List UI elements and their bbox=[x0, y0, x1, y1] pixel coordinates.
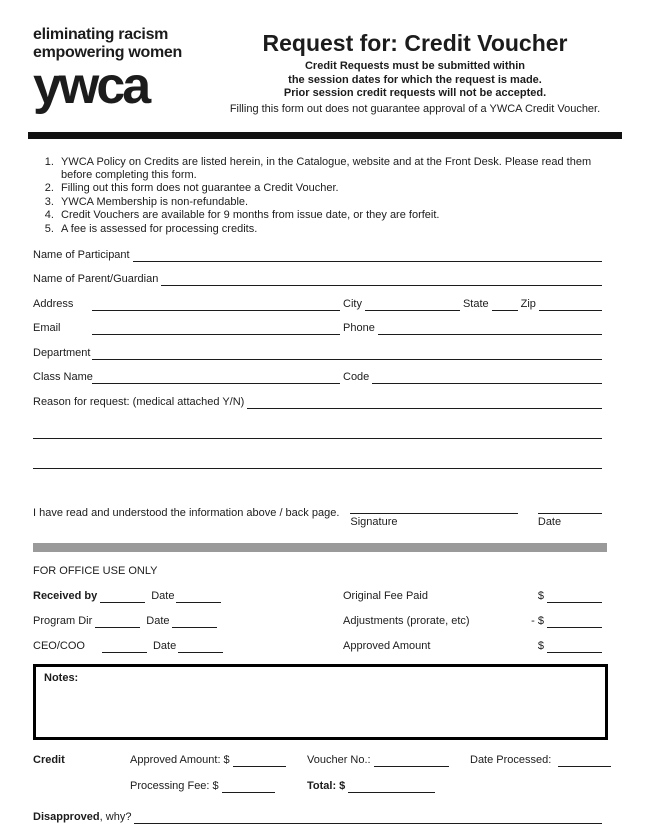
guardian-field-line[interactable] bbox=[161, 273, 602, 286]
notes-box[interactable] bbox=[33, 664, 608, 740]
office-section-divider-bar bbox=[33, 543, 607, 552]
original-fee-currency: $ bbox=[537, 589, 544, 602]
processing-fee-label: Processing Fee: $ bbox=[130, 779, 219, 792]
program-dir-field-line[interactable] bbox=[95, 615, 140, 628]
adjustments-label: Adjustments (prorate, etc) bbox=[343, 614, 470, 627]
adjustments-money-group bbox=[527, 615, 602, 628]
notice-line-1: Credit Requests must be submitted within bbox=[304, 60, 526, 72]
ceo-coo-label: CEO/COO bbox=[33, 639, 85, 652]
city-label: City bbox=[343, 297, 362, 310]
received-by-label: Received by bbox=[33, 589, 98, 602]
received-by-row bbox=[33, 588, 602, 603]
policy-item-1: 1. YWCA Policy on Credits are listed herein, in the Catalogue, website and at the Front Desk. Please read them before completing this form. bbox=[57, 156, 602, 183]
signature-date-label: Date bbox=[537, 515, 562, 528]
received-date-label: Date bbox=[151, 589, 175, 602]
acknowledgement-row bbox=[33, 499, 602, 529]
state-label: State bbox=[462, 297, 489, 310]
ceo-date-field-line[interactable] bbox=[178, 640, 223, 653]
policy-list bbox=[33, 156, 602, 236]
approved-amount-currency: $ bbox=[537, 639, 544, 652]
approved-amount-label: Approved Amount bbox=[343, 639, 431, 652]
acknowledgement-statement: I have read and understood the information above / back page. bbox=[33, 506, 340, 519]
credit-row-1 bbox=[33, 752, 602, 767]
disapproved-label: Disapproved bbox=[33, 810, 100, 823]
reason-extra-row-2 bbox=[33, 451, 602, 469]
participant-field-line[interactable] bbox=[133, 249, 602, 262]
disapproved-reason-field-line[interactable] bbox=[134, 811, 602, 824]
adjustments-field-line[interactable] bbox=[547, 615, 602, 628]
credit-approved-amount-group bbox=[130, 754, 307, 767]
reason-extra-line-1[interactable] bbox=[33, 426, 602, 439]
total-label: Total: $ bbox=[307, 779, 346, 792]
ceo-coo-row bbox=[33, 638, 602, 653]
notice-line-3: Prior session credit requests will not be accepted. bbox=[283, 87, 547, 99]
form-title: Request for: Credit Voucher bbox=[262, 30, 568, 56]
notice-line-2: the session dates for which the request is made. bbox=[288, 73, 542, 86]
ceo-coo-left-group bbox=[33, 640, 343, 653]
reason-row bbox=[33, 394, 602, 409]
original-fee-label: Original Fee Paid bbox=[343, 589, 428, 602]
credit-approved-amount-label: Approved Amount: $ bbox=[130, 753, 230, 766]
applicant-fields-section bbox=[33, 247, 602, 469]
address-field-line[interactable] bbox=[92, 298, 340, 311]
policy-item-5: 5. A fee is assessed for processing credits. bbox=[57, 223, 602, 236]
guardian-row bbox=[33, 271, 602, 286]
processing-fee-field-line[interactable] bbox=[222, 780, 275, 793]
header-text-block bbox=[228, 26, 602, 116]
approved-amount-field-line[interactable] bbox=[547, 640, 602, 653]
logo-wordmark: ywca bbox=[33, 57, 149, 115]
received-by-left-group bbox=[33, 590, 343, 603]
program-dir-row bbox=[33, 613, 602, 628]
signature-date-column bbox=[538, 499, 602, 529]
received-by-field-line[interactable] bbox=[100, 590, 145, 603]
program-dir-left-group bbox=[33, 615, 343, 628]
email-field-line[interactable] bbox=[92, 322, 340, 335]
processing-fee-group bbox=[130, 780, 307, 793]
credit-approved-amount-field-line[interactable] bbox=[233, 754, 286, 767]
credit-row-2 bbox=[33, 778, 602, 793]
date-processed-field-line[interactable] bbox=[558, 754, 611, 767]
voucher-no-group bbox=[307, 754, 470, 767]
state-field-line[interactable] bbox=[492, 298, 518, 311]
date-processed-group bbox=[470, 754, 611, 767]
address-label: Address bbox=[33, 297, 74, 310]
program-dir-label: Program Dir bbox=[33, 614, 93, 627]
ywca-logo bbox=[33, 26, 228, 115]
code-field-line[interactable] bbox=[372, 371, 602, 384]
department-row bbox=[33, 345, 602, 360]
reason-extra-row-1 bbox=[33, 421, 602, 439]
class-name-label: Class Name bbox=[33, 371, 93, 384]
disapproved-suffix: , why? bbox=[99, 810, 132, 823]
policy-item-2: 2. Filling out this form does not guarantee a Credit Voucher. bbox=[57, 182, 602, 195]
signature-date-field-line[interactable] bbox=[538, 499, 602, 514]
logo-tagline-line2: empowering women bbox=[33, 44, 182, 61]
policy-item-4: 4. Credit Vouchers are available for 9 months from issue date, or they are forfeit. bbox=[57, 209, 602, 222]
reason-label: Reason for request: (medical attached Y/N) bbox=[33, 395, 245, 408]
reason-extra-line-2[interactable] bbox=[33, 456, 602, 469]
program-date-label: Date bbox=[146, 614, 170, 627]
signature-label: Signature bbox=[350, 515, 398, 528]
program-date-field-line[interactable] bbox=[172, 615, 217, 628]
zip-field-line[interactable] bbox=[539, 298, 602, 311]
date-processed-label: Date Processed: bbox=[470, 753, 552, 766]
ceo-date-label: Date bbox=[152, 639, 177, 652]
voucher-no-field-line[interactable] bbox=[374, 754, 449, 767]
phone-label: Phone bbox=[343, 322, 375, 335]
ceo-coo-field-line[interactable] bbox=[102, 640, 147, 653]
email-label: Email bbox=[33, 322, 61, 335]
participant-row bbox=[33, 247, 602, 262]
original-fee-money-group bbox=[527, 590, 602, 603]
department-field-line[interactable] bbox=[92, 347, 602, 360]
phone-field-line[interactable] bbox=[378, 322, 602, 335]
participant-label: Name of Participant bbox=[33, 248, 130, 261]
guardian-label: Name of Parent/Guardian bbox=[33, 273, 159, 286]
logo-tagline-line1: eliminating racism bbox=[33, 26, 169, 43]
signature-column bbox=[350, 499, 517, 529]
notes-label: Notes: bbox=[44, 672, 79, 685]
office-use-heading: FOR OFFICE USE ONLY bbox=[33, 565, 158, 578]
zip-label: Zip bbox=[520, 297, 536, 310]
city-field-line[interactable] bbox=[365, 298, 460, 311]
email-row bbox=[33, 320, 602, 335]
credit-label: Credit bbox=[33, 753, 65, 766]
department-label: Department bbox=[33, 346, 91, 359]
header-divider-bar bbox=[28, 132, 622, 139]
signature-field-line[interactable] bbox=[350, 499, 517, 514]
class-name-field-line[interactable] bbox=[92, 371, 340, 384]
approved-amount-money-group bbox=[527, 640, 602, 653]
original-fee-field-line[interactable] bbox=[547, 590, 602, 603]
class-name-row bbox=[33, 369, 602, 384]
disapproved-row bbox=[33, 809, 602, 824]
code-label: Code bbox=[343, 371, 370, 384]
address-row bbox=[33, 296, 602, 311]
total-group bbox=[307, 780, 435, 793]
reason-field-line[interactable] bbox=[247, 396, 602, 409]
voucher-no-label: Voucher No.: bbox=[307, 753, 371, 766]
received-date-field-line[interactable] bbox=[176, 590, 221, 603]
adjustments-currency: - $ bbox=[531, 614, 544, 627]
form-header bbox=[33, 26, 602, 116]
policy-item-3: 3. YWCA Membership is non-refundable. bbox=[57, 196, 602, 209]
total-field-line[interactable] bbox=[348, 780, 435, 793]
header-disclaimer: Filling this form out does not guarantee approval of a YWCA Credit Voucher. bbox=[229, 102, 601, 115]
